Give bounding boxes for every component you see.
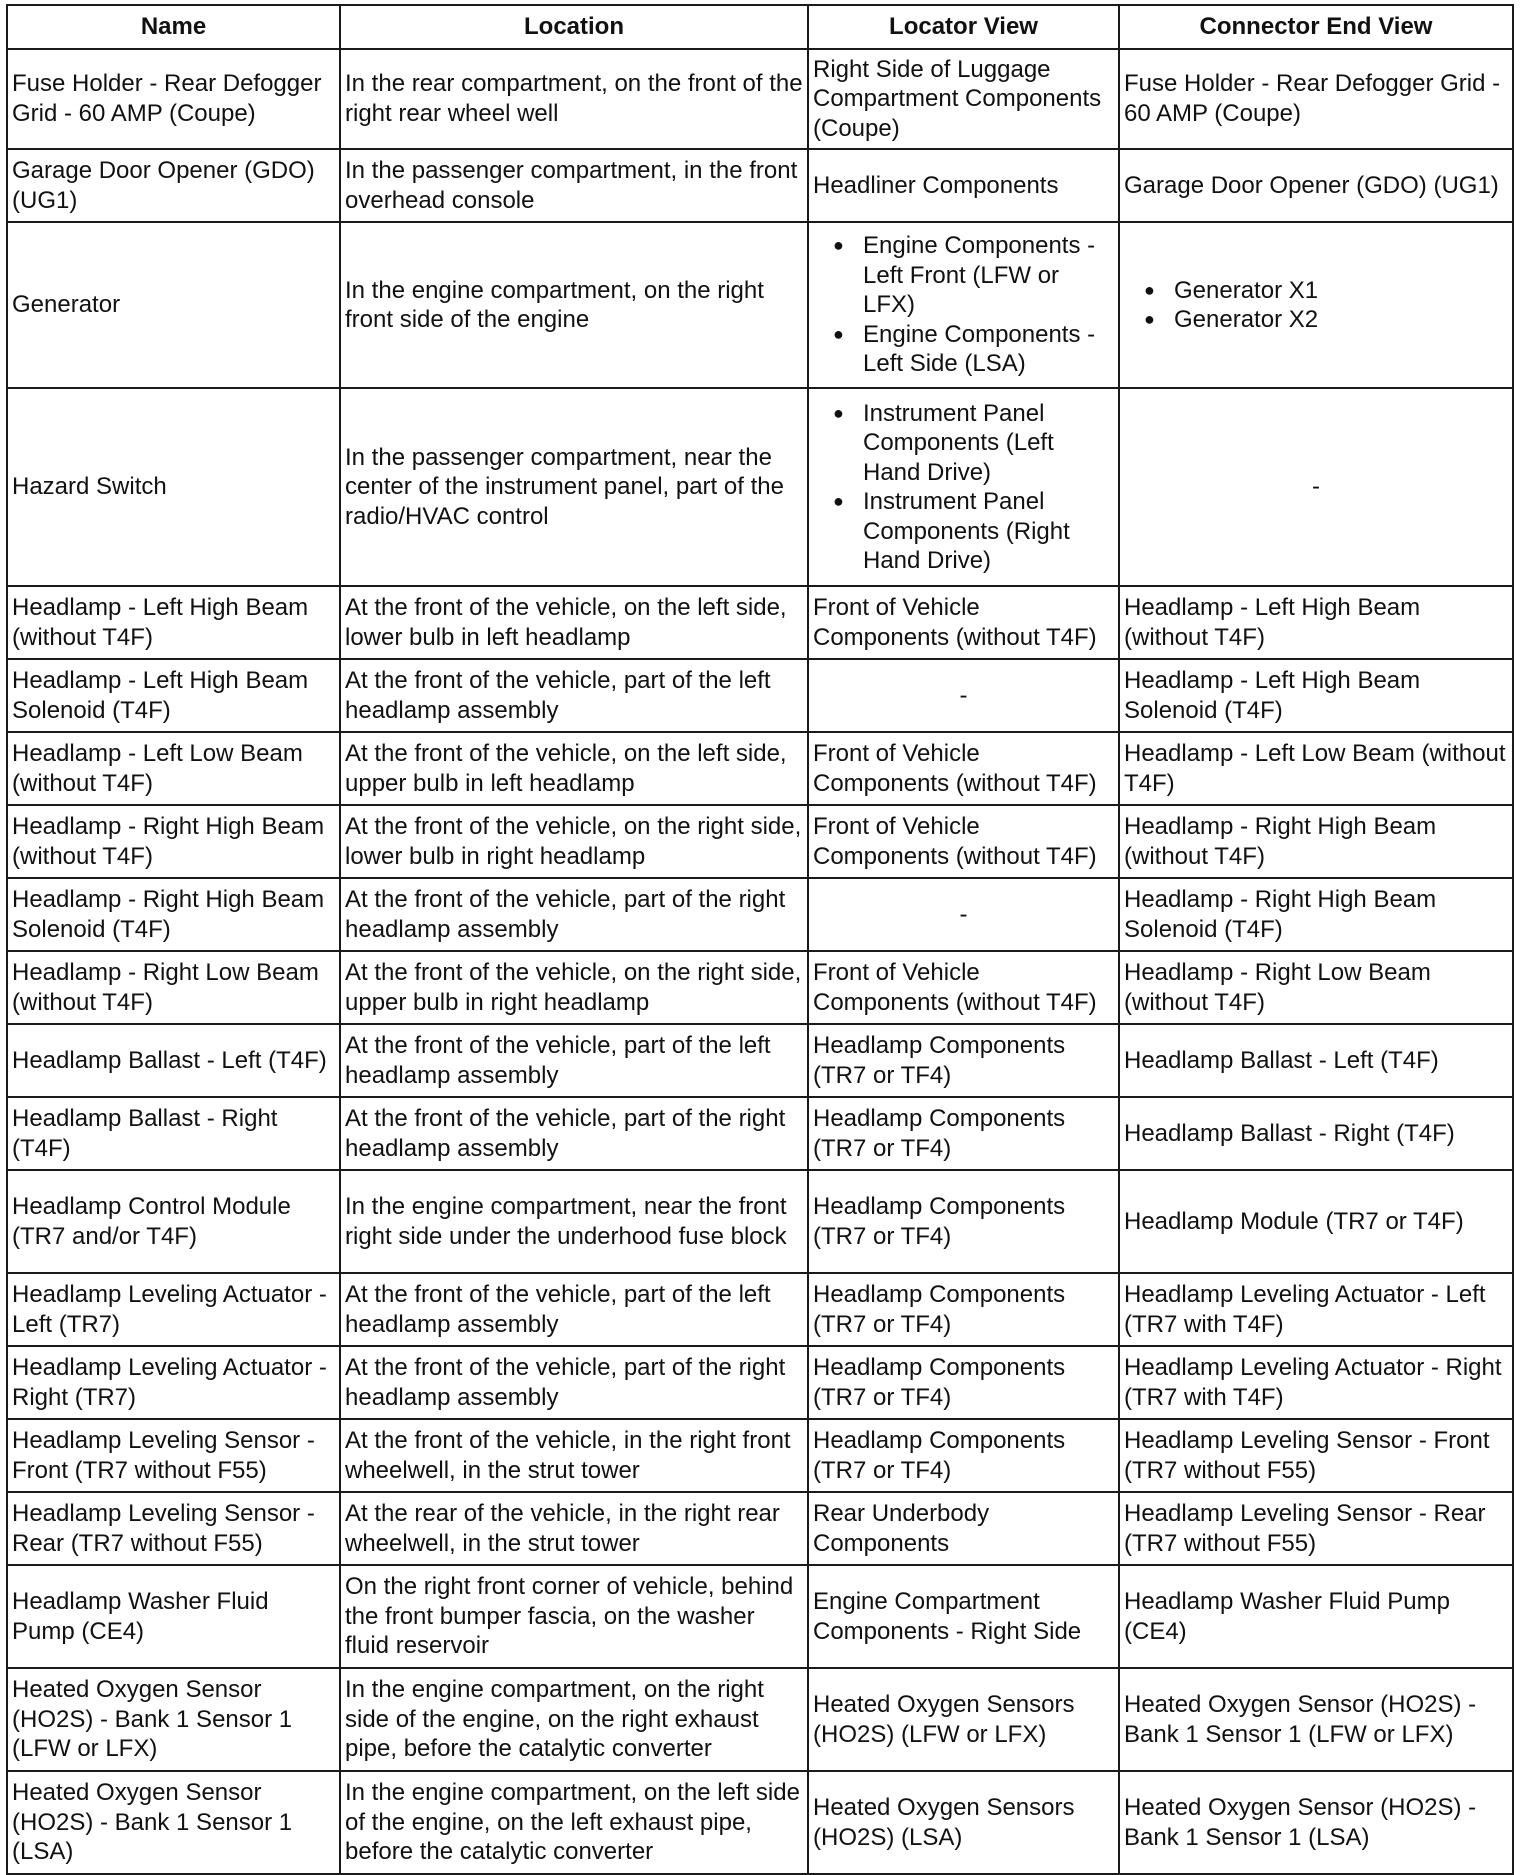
header-location: Location (340, 5, 808, 49)
table-row (7, 659, 1513, 732)
cell-locator-view: Heated Oxygen Sensors (HO2S) (LSA) (808, 1771, 1119, 1874)
cell-name: Headlamp - Right High Beam Solenoid (T4F) (7, 878, 340, 951)
list-item: ● Instrument Panel Components (Left Hand Drive) (813, 399, 1114, 488)
cell-location: At the rear of the vehicle, in the right rear wheelwell, in the strut tower (340, 1492, 808, 1565)
cell-location: At the front of the vehicle, part of the right headlamp assembly (340, 1097, 808, 1170)
cell-name: Headlamp Ballast - Right (T4F) (7, 1097, 340, 1170)
table-row (7, 1419, 1513, 1492)
cell-locator-view (808, 222, 1119, 388)
cell-connector-end-view: Headlamp - Right High Beam Solenoid (T4F) (1119, 878, 1513, 951)
cell-name: Headlamp - Right Low Beam (without T4F) (7, 951, 340, 1024)
cell-connector-end-view: Headlamp - Right Low Beam (without T4F) (1119, 951, 1513, 1024)
cell-connector-end-view: Headlamp Leveling Sensor - Front (TR7 without F55) (1119, 1419, 1513, 1492)
cell-name: Headlamp Control Module (TR7 and/or T4F) (7, 1170, 340, 1273)
cell-location: In the passenger compartment, in the front overhead console (340, 149, 808, 222)
cell-location: In the passenger compartment, near the center of the instrument panel, part of the radio/HVAC control (340, 388, 808, 586)
cell-connector-end-view: Headlamp Leveling Sensor - Rear (TR7 without F55) (1119, 1492, 1513, 1565)
cell-locator-view: Headliner Components (808, 149, 1119, 222)
table-row (7, 732, 1513, 805)
cell-locator-view: Right Side of Luggage Compartment Components (Coupe) (808, 49, 1119, 150)
cell-locator-view: Engine Compartment Components - Right Side (808, 1565, 1119, 1668)
cell-name: Headlamp Ballast - Left (T4F) (7, 1024, 340, 1097)
cell-locator-view: Headlamp Components (TR7 or TF4) (808, 1419, 1119, 1492)
cell-location: At the front of the vehicle, part of the left headlamp assembly (340, 1024, 808, 1097)
table-row (7, 1668, 1513, 1771)
cell-name: Hazard Switch (7, 388, 340, 586)
cell-location: At the front of the vehicle, on the right side, lower bulb in right headlamp (340, 805, 808, 878)
cell-name: Headlamp Leveling Sensor - Front (TR7 without F55) (7, 1419, 340, 1492)
cell-location: At the front of the vehicle, on the left side, upper bulb in left headlamp (340, 732, 808, 805)
cell-locator-view: Front of Vehicle Components (without T4F) (808, 586, 1119, 659)
cell-location: In the engine compartment, near the front right side under the underhood fuse block (340, 1170, 808, 1273)
cell-connector-end-view: Fuse Holder - Rear Defogger Grid - 60 AMP (Coupe) (1119, 49, 1513, 150)
list-item: ● Instrument Panel Components (Right Hand Drive) (813, 487, 1114, 576)
table-row (7, 1097, 1513, 1170)
cell-connector-end-view: Headlamp Module (TR7 or T4F) (1119, 1170, 1513, 1273)
table-row (7, 222, 1513, 388)
table-row (7, 586, 1513, 659)
cell-location: At the front of the vehicle, in the right front wheelwell, in the strut tower (340, 1419, 808, 1492)
cell-location: In the rear compartment, on the front of the right rear wheel well (340, 49, 808, 150)
table-row (7, 388, 1513, 586)
cell-connector-end-view: Headlamp Ballast - Right (T4F) (1119, 1097, 1513, 1170)
cell-locator-view: Headlamp Components (TR7 or TF4) (808, 1170, 1119, 1273)
table-row (7, 1273, 1513, 1346)
cell-connector-end-view: Headlamp - Left Low Beam (without T4F) (1119, 732, 1513, 805)
cell-location: In the engine compartment, on the right side of the engine, on the right exhaust pipe, before the catalytic converter (340, 1668, 808, 1771)
header-row (7, 5, 1513, 49)
header-connector-end-view: Connector End View (1119, 5, 1513, 49)
cell-connector-end-view: Heated Oxygen Sensor (HO2S) - Bank 1 Sensor 1 (LFW or LFX) (1119, 1668, 1513, 1771)
cell-location: At the front of the vehicle, part of the left headlamp assembly (340, 1273, 808, 1346)
cell-location: On the right front corner of vehicle, behind the front bumper fascia, on the washer fluid reservoir (340, 1565, 808, 1668)
cell-locator-view: Rear Underbody Components (808, 1492, 1119, 1565)
cell-locator-view: - (808, 878, 1119, 951)
cell-connector-end-view: Headlamp Ballast - Left (T4F) (1119, 1024, 1513, 1097)
cell-name: Headlamp - Left High Beam Solenoid (T4F) (7, 659, 340, 732)
cell-connector-end-view: Headlamp Washer Fluid Pump (CE4) (1119, 1565, 1513, 1668)
table-row (7, 1492, 1513, 1565)
cell-location: At the front of the vehicle, on the left side, lower bulb in left headlamp (340, 586, 808, 659)
list-item: ● Generator X2 (1124, 305, 1508, 335)
cell-locator-view: Headlamp Components (TR7 or TF4) (808, 1097, 1119, 1170)
cell-locator-view: Front of Vehicle Components (without T4F) (808, 951, 1119, 1024)
table-row (7, 149, 1513, 222)
cell-name: Headlamp - Left Low Beam (without T4F) (7, 732, 340, 805)
list-item: ● Generator X1 (1124, 276, 1508, 306)
cell-connector-end-view: Headlamp Leveling Actuator - Left (TR7 with T4F) (1119, 1273, 1513, 1346)
cell-name: Headlamp Leveling Actuator - Right (TR7) (7, 1346, 340, 1419)
cell-connector-end-view: Garage Door Opener (GDO) (UG1) (1119, 149, 1513, 222)
cell-locator-view: Heated Oxygen Sensors (HO2S) (LFW or LFX) (808, 1668, 1119, 1771)
list-item: ● Engine Components - Left Front (LFW or LFX) (813, 231, 1114, 320)
cell-name: Heated Oxygen Sensor (HO2S) - Bank 1 Sensor 1 (LSA) (7, 1771, 340, 1874)
table-row (7, 1771, 1513, 1874)
cell-connector-end-view: Headlamp - Left High Beam (without T4F) (1119, 586, 1513, 659)
table-row (7, 878, 1513, 951)
cell-locator-view: - (808, 659, 1119, 732)
cell-connector-end-view: Headlamp Leveling Actuator - Right (TR7 with T4F) (1119, 1346, 1513, 1419)
cell-name: Generator (7, 222, 340, 388)
table-row (7, 1170, 1513, 1273)
cell-name: Headlamp Leveling Actuator - Left (TR7) (7, 1273, 340, 1346)
cell-location: At the front of the vehicle, on the right side, upper bulb in right headlamp (340, 951, 808, 1024)
component-locator-table (6, 4, 1514, 1875)
cell-name: Headlamp Washer Fluid Pump (CE4) (7, 1565, 340, 1668)
cell-locator-view: Front of Vehicle Components (without T4F) (808, 805, 1119, 878)
table-row (7, 1565, 1513, 1668)
cell-name: Fuse Holder - Rear Defogger Grid - 60 AMP (Coupe) (7, 49, 340, 150)
cell-location: At the front of the vehicle, part of the right headlamp assembly (340, 1346, 808, 1419)
header-name: Name (7, 5, 340, 49)
table-row (7, 49, 1513, 150)
cell-name: Headlamp - Left High Beam (without T4F) (7, 586, 340, 659)
cell-location: In the engine compartment, on the right front side of the engine (340, 222, 808, 388)
cell-name: Heated Oxygen Sensor (HO2S) - Bank 1 Sensor 1 (LFW or LFX) (7, 1668, 340, 1771)
cell-connector-end-view: Headlamp - Right High Beam (without T4F) (1119, 805, 1513, 878)
header-locator-view: Locator View (808, 5, 1119, 49)
table-row (7, 1024, 1513, 1097)
cell-name: Headlamp - Right High Beam (without T4F) (7, 805, 340, 878)
cell-connector-end-view (1119, 222, 1513, 388)
table-row (7, 1346, 1513, 1419)
cell-name: Garage Door Opener (GDO) (UG1) (7, 149, 340, 222)
table-row (7, 951, 1513, 1024)
cell-locator-view: Headlamp Components (TR7 or TF4) (808, 1024, 1119, 1097)
cell-locator-view: Headlamp Components (TR7 or TF4) (808, 1346, 1119, 1419)
cell-connector-end-view: Headlamp - Left High Beam Solenoid (T4F) (1119, 659, 1513, 732)
cell-location: At the front of the vehicle, part of the right headlamp assembly (340, 878, 808, 951)
cell-connector-end-view: Heated Oxygen Sensor (HO2S) - Bank 1 Sensor 1 (LSA) (1119, 1771, 1513, 1874)
cell-locator-view: Headlamp Components (TR7 or TF4) (808, 1273, 1119, 1346)
cell-name: Headlamp Leveling Sensor - Rear (TR7 without F55) (7, 1492, 340, 1565)
list-item: ● Engine Components - Left Side (LSA) (813, 320, 1114, 379)
table-row (7, 805, 1513, 878)
cell-locator-view (808, 388, 1119, 586)
cell-location: At the front of the vehicle, part of the left headlamp assembly (340, 659, 808, 732)
cell-location: In the engine compartment, on the left side of the engine, on the left exhaust pipe, before the catalytic converter (340, 1771, 808, 1874)
cell-connector-end-view: - (1119, 388, 1513, 586)
cell-locator-view: Front of Vehicle Components (without T4F) (808, 732, 1119, 805)
